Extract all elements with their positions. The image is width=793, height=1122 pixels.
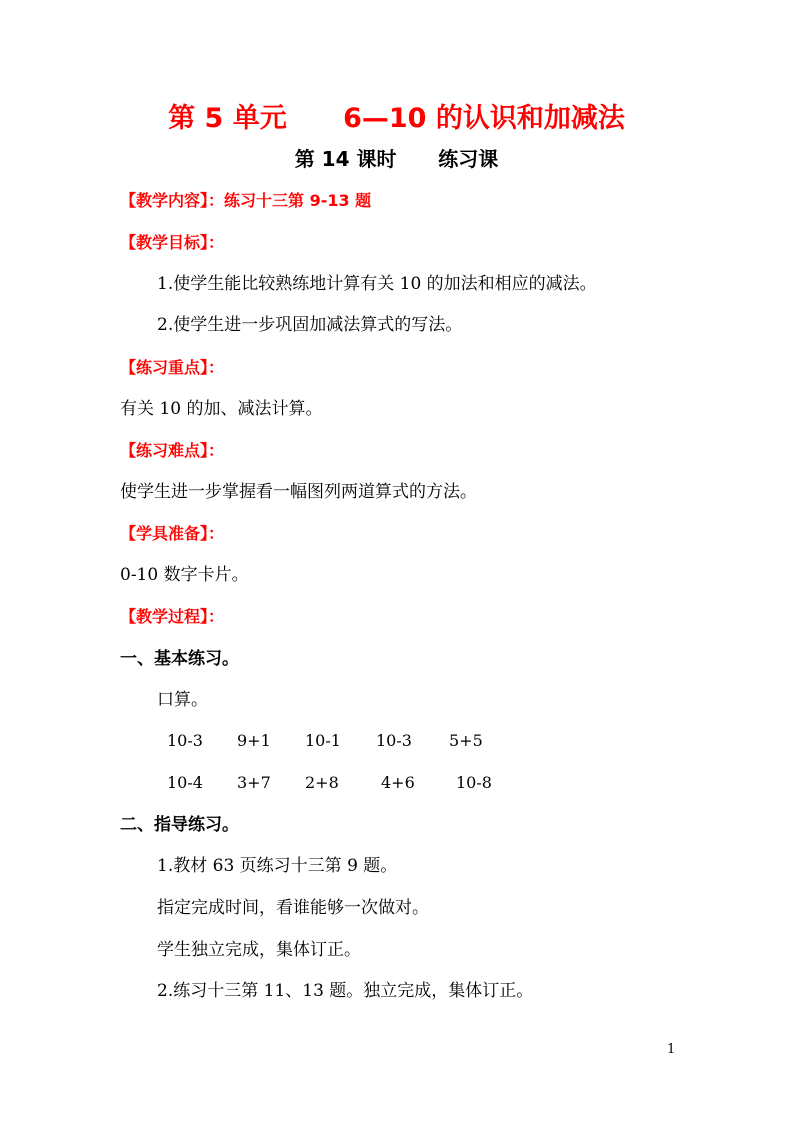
goal-item-2: 2.使学生进一步巩固加减法算式的写法。	[157, 315, 463, 335]
oral-problem: 10-4	[167, 773, 203, 792]
materials-text: 0-10 数字卡片。	[120, 565, 249, 585]
page-number: 1	[667, 1042, 676, 1057]
oral-problem: 2+8	[305, 773, 339, 792]
practice-key-heading: 【练习重点】：	[120, 358, 225, 377]
guided-item-3: 学生独立完成，集体订正。	[157, 940, 361, 960]
oral-problem: 3+7	[237, 773, 271, 792]
practice-key-text: 有关 10 的加、减法计算。	[120, 399, 323, 419]
teaching-goals-heading: 【教学目标】：	[120, 233, 225, 252]
section-basic-practice-heading: 一、基本练习。	[120, 649, 239, 669]
oral-problem: 4+6	[381, 773, 415, 792]
teaching-content-heading: 【教学内容】：练习十三第 9-13 题	[120, 191, 372, 210]
guided-item-1: 1.教材 63 页练习十三第 9 题。	[157, 856, 398, 876]
oral-problem: 5+5	[449, 731, 483, 750]
practice-difficulty-heading: 【练习难点】：	[120, 441, 225, 460]
oral-problem: 10-1	[305, 731, 341, 750]
oral-problem: 10-8	[456, 773, 492, 792]
section-guided-practice-heading: 二、指导练习。	[120, 815, 239, 835]
oral-problem: 10-3	[376, 731, 412, 750]
guided-item-2: 指定完成时间，看谁能够一次做对。	[157, 898, 429, 918]
oral-problem: 10-3	[167, 731, 203, 750]
guided-item-4: 2.练习十三第 11、13 题。独立完成，集体订正。	[157, 981, 534, 1001]
lesson-subtitle: 第 14 课时 练习课	[294, 147, 499, 171]
practice-difficulty-text: 使学生进一步掌握看一幅图列两道算式的方法。	[120, 482, 477, 502]
teaching-process-heading: 【教学过程】：	[120, 607, 225, 626]
unit-title: 第 5 单元 6—10 的认识和加减法	[168, 103, 625, 134]
materials-heading: 【学具准备】：	[120, 524, 225, 543]
oral-calculation-label: 口算。	[157, 690, 208, 710]
oral-problem: 9+1	[237, 731, 271, 750]
goal-item-1: 1.使学生能比较熟练地计算有关 10 的加法和相应的减法。	[157, 274, 597, 294]
